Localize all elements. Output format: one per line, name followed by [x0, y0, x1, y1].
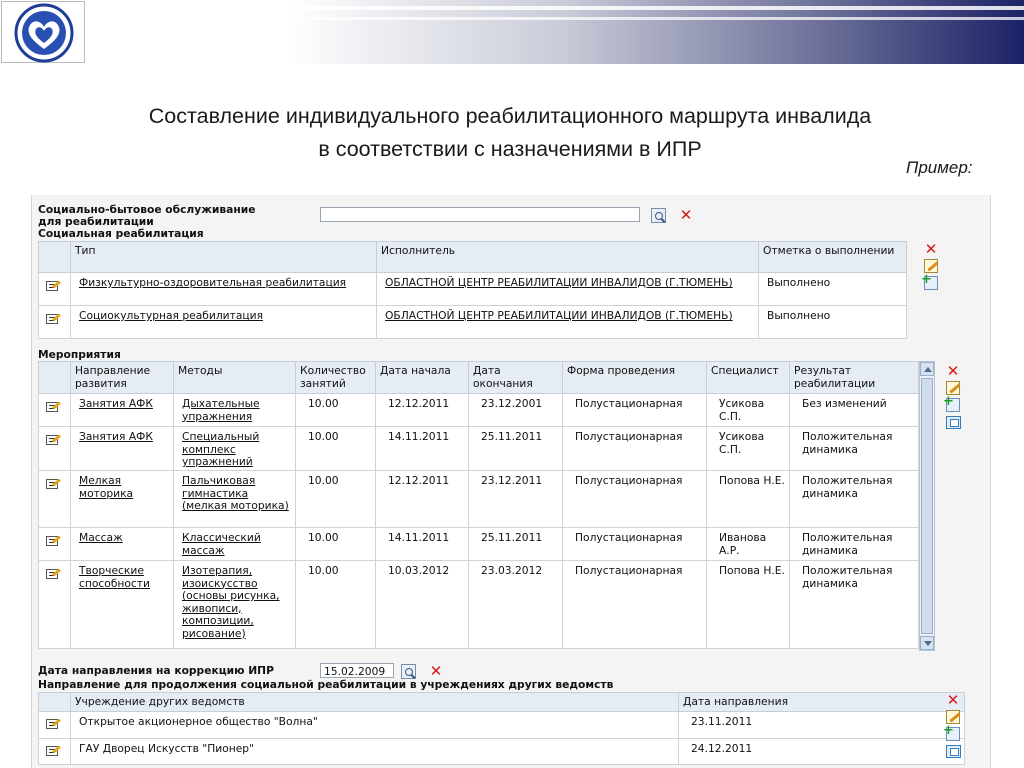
method-link[interactable]: Изотерапия, изоискусство (основы рисунка, живописи, композиции, рисование): [182, 564, 280, 640]
events-scrollbar[interactable]: [919, 361, 935, 651]
edit-icon: [924, 259, 938, 273]
form-cell: Полустационарная: [563, 528, 707, 561]
form-cell: Полустационарная: [563, 471, 707, 528]
delete-button[interactable]: [945, 692, 961, 708]
delete-button[interactable]: [945, 363, 961, 379]
table-row: [39, 528, 919, 561]
view-icon: [946, 745, 961, 758]
view-button[interactable]: [945, 743, 961, 759]
social-service-label-line2: для реабилитации: [38, 215, 154, 228]
form-cell: Полустационарная: [563, 394, 707, 427]
count-cell: 10.00: [296, 427, 376, 471]
completion-cell: Выполнено: [759, 306, 907, 339]
direction-link[interactable]: Занятия АФК: [79, 397, 153, 410]
end-cell: 25.11.2011: [469, 528, 563, 561]
count-cell: 10.00: [296, 471, 376, 528]
edit-row-icon[interactable]: [45, 280, 61, 293]
method-link[interactable]: Классический массаж: [182, 531, 261, 557]
header-referral-date: Дата направления: [679, 693, 965, 712]
add-button[interactable]: [923, 275, 939, 291]
table-header-row: [39, 362, 919, 394]
end-cell: 23.12.2011: [469, 471, 563, 528]
slide-title-line-2: в соответствии с назначениями в ИПР: [318, 137, 702, 161]
start-cell: 12.12.2011: [376, 394, 469, 427]
institution-cell: ГАУ Дворец Искусств "Пионер": [71, 739, 679, 765]
institution-cell: Открытое акционерное общество "Волна": [71, 712, 679, 739]
direction-link[interactable]: Творческие способности: [79, 564, 150, 590]
search-icon: [401, 664, 416, 679]
social-service-input[interactable]: [320, 207, 640, 222]
correction-date-label: Дата направления на коррекцию ИПР: [38, 664, 274, 677]
count-cell: 10.00: [296, 394, 376, 427]
table-header-row: [39, 242, 907, 273]
social-executor-link[interactable]: ОБЛАСТНОЙ ЦЕНТР РЕАБИЛИТАЦИИ ИНВАЛИДОВ (Г.ТЮМЕНЬ): [385, 309, 733, 322]
header-cell: [39, 242, 71, 273]
count-cell: 10.00: [296, 561, 376, 649]
header-form: Форма проведения: [563, 362, 707, 394]
result-cell: Положительная динамика: [790, 427, 919, 471]
delete-icon: ✕: [946, 362, 960, 380]
close-icon: ✕: [679, 206, 693, 224]
result-cell: Положительная динамика: [790, 528, 919, 561]
events-title: Мероприятия: [38, 348, 121, 361]
delete-icon: ✕: [946, 691, 960, 709]
edit-row-icon[interactable]: [45, 313, 61, 326]
header-end: Дата окончания: [469, 362, 563, 394]
method-link[interactable]: Специальный комплекс упражнений: [182, 430, 260, 468]
slide-title-line-1: Составление индивидуального реабилитационного маршрута инвалида: [148, 104, 872, 128]
events-table: [38, 361, 919, 649]
header-completion: Отметка о выполнении: [759, 242, 907, 273]
scroll-thumb[interactable]: [921, 378, 933, 634]
scroll-down-arrow[interactable]: [920, 636, 934, 650]
specialist-cell: Иванова А.Р.: [707, 528, 790, 561]
start-cell: 10.03.2012: [376, 561, 469, 649]
table-row: [39, 712, 965, 739]
delete-button[interactable]: [923, 241, 939, 257]
calendar-button[interactable]: [400, 663, 416, 679]
scroll-up-arrow[interactable]: [920, 362, 934, 376]
header-result: Результат реабилитации: [790, 362, 919, 394]
end-cell: 23.12.2001: [469, 394, 563, 427]
header-executor: Исполнитель: [377, 242, 759, 273]
direction-link[interactable]: Занятия АФК: [79, 430, 153, 443]
edit-icon: [946, 710, 960, 724]
specialist-cell: Попова Н.Е.: [707, 561, 790, 649]
header-institution: Учреждение других ведомств: [71, 693, 679, 712]
header-start: Дата начала: [376, 362, 469, 394]
add-button[interactable]: [945, 397, 961, 413]
add-icon: [946, 398, 960, 412]
direction-link[interactable]: Мелкая моторика: [79, 474, 134, 500]
edit-row-icon[interactable]: [45, 478, 61, 491]
application-panel: [31, 195, 991, 768]
social-executor-link[interactable]: ОБЛАСТНОЙ ЦЕНТР РЕАБИЛИТАЦИИ ИНВАЛИДОВ (Г.ТЮМЕНЬ): [385, 276, 733, 289]
search-icon: [651, 208, 666, 223]
table-row: [39, 561, 919, 649]
add-icon: [924, 276, 938, 290]
edit-row-icon[interactable]: [45, 535, 61, 548]
end-cell: 25.11.2011: [469, 427, 563, 471]
edit-row-icon[interactable]: [45, 401, 61, 414]
start-cell: 14.11.2011: [376, 427, 469, 471]
specialist-cell: Усикова С.П.: [707, 427, 790, 471]
table-row: [39, 306, 907, 339]
header-methods: Методы: [174, 362, 296, 394]
referral-date-cell: 23.11.2011: [679, 712, 965, 739]
method-link[interactable]: Дыхательные упражнения: [182, 397, 260, 423]
social-service-label-line1: Социально-бытовое обслуживание: [38, 203, 256, 216]
header-line: [90, 6, 1024, 10]
form-cell: Полустационарная: [563, 561, 707, 649]
delete-icon: ✕: [924, 240, 938, 258]
table-row: [39, 739, 965, 765]
result-cell: Положительная динамика: [790, 561, 919, 649]
header-band: [0, 0, 1024, 64]
end-cell: 23.03.2012: [469, 561, 563, 649]
correction-date-input[interactable]: 15.02.2009: [320, 663, 394, 678]
result-cell: Положительная динамика: [790, 471, 919, 528]
specialist-cell: Попова Н.Е.: [707, 471, 790, 528]
department-logo: [1, 1, 85, 63]
completion-cell: Выполнено: [759, 273, 907, 306]
example-label: Пример:: [906, 158, 973, 177]
specialist-cell: Усикова С.П.: [707, 394, 790, 427]
social-type-link[interactable]: Социокультурная реабилитация: [79, 309, 264, 322]
view-button[interactable]: [945, 414, 961, 430]
count-cell: 10.00: [296, 528, 376, 561]
view-icon: [946, 416, 961, 429]
direction-link[interactable]: Массаж: [79, 531, 123, 544]
table-row: [39, 273, 907, 306]
header-count: Количество занятий: [296, 362, 376, 394]
table-row: [39, 427, 919, 471]
edit-row-icon[interactable]: [45, 434, 61, 447]
table-row: [39, 394, 919, 427]
method-link[interactable]: Пальчиковая гимнастика (мелкая моторика): [182, 474, 289, 512]
add-button[interactable]: [945, 726, 961, 742]
start-cell: 14.11.2011: [376, 528, 469, 561]
institutions-table: [38, 692, 965, 765]
form-cell: Полустационарная: [563, 427, 707, 471]
edit-row-icon[interactable]: [45, 568, 61, 581]
edit-row-icon[interactable]: [45, 745, 61, 758]
search-button[interactable]: [650, 207, 666, 223]
table-row: [39, 471, 919, 528]
social-type-link[interactable]: Физкультурно-оздоровительная реабилитация: [79, 276, 347, 289]
add-icon: [946, 727, 960, 741]
header-specialist: Специалист: [707, 362, 790, 394]
social-rehab-title: Социальная реабилитация: [38, 227, 204, 240]
social-rehab-table: [38, 241, 907, 339]
header-line: [90, 17, 1024, 20]
table-header-row: [39, 693, 965, 712]
edit-icon: [946, 381, 960, 395]
start-cell: 12.12.2011: [376, 471, 469, 528]
edit-row-icon[interactable]: [45, 718, 61, 731]
other-institutions-title: Направление для продолжения социальной реабилитации в учреждениях других ведомств: [38, 678, 614, 691]
clear-button[interactable]: [678, 207, 694, 223]
result-cell: Без изменений: [790, 394, 919, 427]
clear-date-button[interactable]: [428, 663, 444, 679]
header-direction: Направление развития: [71, 362, 174, 394]
referral-date-cell: 24.12.2011: [679, 739, 965, 765]
header-type: Тип: [71, 242, 377, 273]
close-icon: ✕: [429, 662, 443, 680]
